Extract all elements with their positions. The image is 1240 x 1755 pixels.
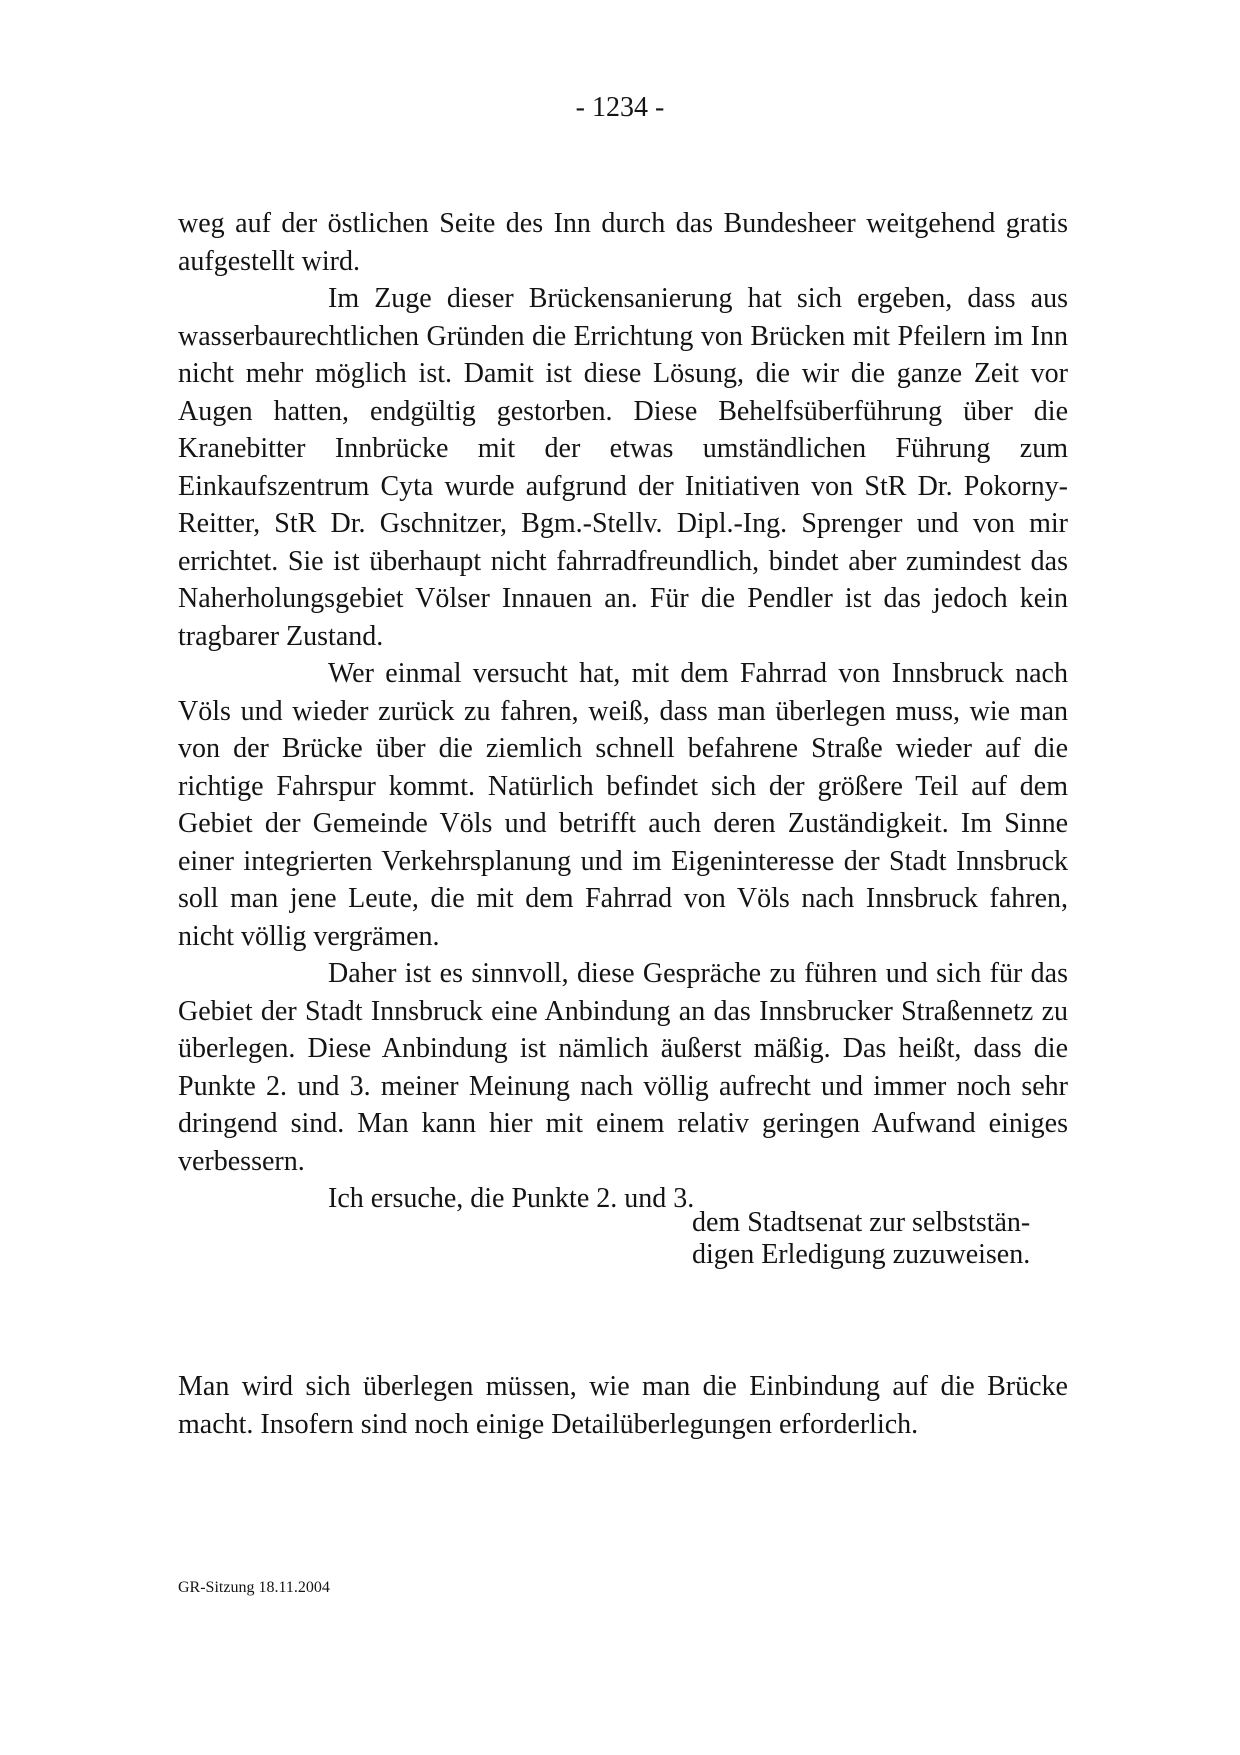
body-text <box>178 205 1068 1218</box>
paragraph-request: Ich ersuche, die Punkte 2. und 3. <box>328 1183 695 1214</box>
closing-line-1: dem Stadtsenat zur selbststän- <box>692 1207 1031 1238</box>
paragraph-final: Man wird sich überlegen müssen, wie man die Einbindung auf die Brücke macht. Insofern sind noch einige Detailüberlegungen erforderlich. <box>178 1371 1068 1440</box>
closing-motion <box>692 1207 1092 1271</box>
paragraph-bridge-renovation: Im Zuge dieser Brückensanierung hat sich ergeben, dass aus wasserbaurechtlichen Gründen die Errichtung von Brücken mit Pfeilern im Inn nicht mehr möglich ist. Damit ist diese Lösung, die wir die ganze Zeit vor Augen hatten, endgültig gestorben. Diese Behelfsüberführung über die Kranebitter Innbrücke mit der etwas umständlichen Führung zum Einkaufszentrum Cyta wurde aufgrund der Initiativen von StR Dr. Pokorny-Reitter, StR Dr. Gschnitzer, Bgm.-Stellv. Dipl.-Ing. Sprenger und von mir errichtet. Sie ist überhaupt nicht fahrradfreundlich, bindet aber zumindest das Naherholungsgebiet Völser Innauen an. Für die Pendler ist das jedoch kein tragbarer Zustand. <box>178 283 1068 652</box>
footer-session-date: GR-Sitzung 18.11.2004 <box>178 1579 330 1596</box>
page-number: - 1234 - <box>575 92 665 123</box>
paragraph-cycling-route: Wer einmal versucht hat, mit dem Fahrrad von Innsbruck nach Völs und wieder zurück zu fahren, weiß, dass man überlegen muss, wie man von der Brücke über die ziemlich schnell befahrene Straße wieder auf die richtige Fahrspur kommt. Natürlich befindet sich der größere Teil auf dem Gebiet der Gemeinde Völs und betrifft auch deren Zuständigkeit. Im Sinne einer integrierten Verkehrsplanung und im Eigeninteresse der Stadt Innsbruck soll man jene Leute, die mit dem Fahrrad von Völs nach Innsbruck fahren, nicht völlig vergrämen. <box>178 658 1068 952</box>
paragraph-continuation: weg auf der östlichen Seite des Inn durch das Bundesheer weitgehend gratis aufgestellt wird. <box>178 208 1068 277</box>
closing-line-2: digen Erledigung zuzuweisen. <box>692 1239 1031 1270</box>
paragraph-connection: Daher ist es sinnvoll, diese Gespräche zu führen und sich für das Gebiet der Stadt Innsbruck eine Anbindung an das Innsbrucker Straßennetz zu überlegen. Diese Anbindung ist nämlich äußerst mäßig. Das heißt, dass die Punkte 2. und 3. meiner Meinung nach völlig aufrecht und immer noch sehr dringend sind. Man kann hier mit einem relativ geringen Aufwand einiges verbessern. <box>178 958 1068 1177</box>
